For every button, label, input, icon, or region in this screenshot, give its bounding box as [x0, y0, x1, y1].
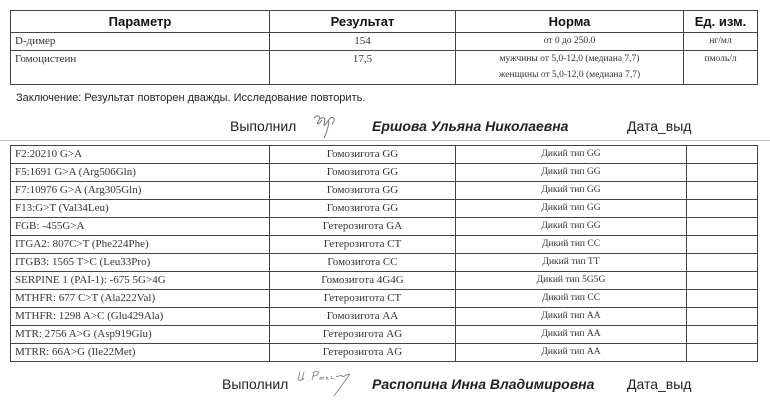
norm-women: женщины от 5,0-12,0 (медиана 7,7) [498, 70, 641, 80]
norm-cell: Дикий тип GG [456, 182, 687, 200]
norm-cell [456, 51, 684, 85]
genotype-result-cell: Гомозигота 4G4G [270, 272, 456, 290]
header-norm: Норма [456, 11, 684, 33]
genetics-table [10, 145, 758, 362]
note-cell [687, 182, 758, 200]
table-row [11, 236, 758, 254]
lab-results-table [10, 10, 758, 85]
genotype-result-cell: Гомозигота GG [270, 146, 456, 164]
marker-cell: F5:1691 G>A (Arg506Gln) [11, 164, 270, 182]
conclusion-text: Заключение: Результат повторен дважды. Исследование повторить. [16, 92, 366, 104]
table-row [11, 272, 758, 290]
genotype-result-cell: Гетерозигота GA [270, 218, 456, 236]
norm-men: мужчины от 5,0-12,0 (медиана 7,7) [499, 54, 640, 64]
result-cell: 17,5 [270, 51, 456, 85]
issue-date-label: Дата_выд [627, 118, 692, 134]
marker-cell: MTHFR: 1298 A>C (Glu429Ala) [11, 308, 270, 326]
header-result: Результат [270, 11, 456, 33]
marker-cell: MTR: 2756 A>G (Asp919Glu) [11, 326, 270, 344]
norm-cell: Дикий тип CC [456, 236, 687, 254]
norm-cell: Дикий тип 5G5G [456, 272, 687, 290]
marker-cell: ITGB3: 1565 T>C (Leu33Pro) [11, 254, 270, 272]
marker-cell: FGB: -455G>A [11, 218, 270, 236]
marker-cell: F7:10976 G>A (Arg305Gln) [11, 182, 270, 200]
note-cell [687, 236, 758, 254]
performed-by-label: Выполнил [222, 376, 289, 392]
norm-cell: Дикий тип GG [456, 218, 687, 236]
note-cell [687, 290, 758, 308]
issue-date-label: Дата_выд [627, 376, 692, 392]
note-cell [687, 326, 758, 344]
norm-cell: Дикий тип GG [456, 200, 687, 218]
header-parameter: Параметр [11, 11, 270, 33]
genotype-result-cell: Гомозигота CC [270, 254, 456, 272]
handwritten-signature-icon [294, 368, 360, 403]
performed-by-label: Выполнил [230, 118, 297, 134]
table-row [11, 51, 758, 85]
unit-cell: нг/мл [684, 33, 758, 51]
norm-cell: Дикий тип GG [456, 164, 687, 182]
note-cell [687, 254, 758, 272]
marker-cell: MTRR: 66A>G (Ile22Met) [11, 344, 270, 362]
unit-cell: пмоль/л [684, 51, 758, 85]
note-cell [687, 308, 758, 326]
table-row [11, 146, 758, 164]
table-row [11, 200, 758, 218]
param-cell: Гомоцистеин [11, 51, 270, 85]
result-cell: 154 [270, 33, 456, 51]
param-cell: D-димер [11, 33, 270, 51]
norm-cell: от 0 до 250.0 [456, 33, 684, 51]
norm-cell: Дикий тип CC [456, 290, 687, 308]
note-cell [687, 344, 758, 362]
table-row [11, 218, 758, 236]
genotype-result-cell: Гетерозигота AG [270, 326, 456, 344]
table-row [11, 254, 758, 272]
genotype-result-cell: Гомозигота AA [270, 308, 456, 326]
performer-name: Распопина Инна Владимировна [372, 376, 595, 392]
table-row [11, 182, 758, 200]
header-unit: Ед. изм. [684, 11, 758, 33]
note-cell [687, 200, 758, 218]
note-cell [687, 146, 758, 164]
norm-cell: Дикий тип GG [456, 146, 687, 164]
table-row [11, 164, 758, 182]
marker-cell: F2:20210 G>A [11, 146, 270, 164]
note-cell [687, 272, 758, 290]
genotype-result-cell: Гетерозигота CT [270, 290, 456, 308]
performer-name: Ершова Ульяна Николаевна [372, 118, 569, 134]
genotype-result-cell: Гомозигота GG [270, 200, 456, 218]
note-cell [687, 164, 758, 182]
note-cell [687, 218, 758, 236]
marker-cell: MTHFR: 677 C>T (Ala222Val) [11, 290, 270, 308]
norm-cell: Дикий тип AA [456, 344, 687, 362]
lab-table-header [11, 11, 758, 33]
genotype-result-cell: Гомозигота GG [270, 164, 456, 182]
norm-cell: Дикий тип AA [456, 326, 687, 344]
norm-cell: Дикий тип AA [456, 308, 687, 326]
table-row [11, 290, 758, 308]
section-divider [0, 140, 770, 141]
marker-cell: F13:G>T (Val34Leu) [11, 200, 270, 218]
table-row [11, 33, 758, 51]
genotype-result-cell: Гомозигота GG [270, 182, 456, 200]
table-row [11, 326, 758, 344]
table-row [11, 344, 758, 362]
genotype-result-cell: Гетерозигота CT [270, 236, 456, 254]
marker-cell: SERPINE 1 (PAI-1): -675 5G>4G [11, 272, 270, 290]
marker-cell: ITGA2: 807C>T (Phe224Phe) [11, 236, 270, 254]
table-row [11, 308, 758, 326]
genotype-result-cell: Гетерозигота AG [270, 344, 456, 362]
norm-cell: Дикий тип TT [456, 254, 687, 272]
